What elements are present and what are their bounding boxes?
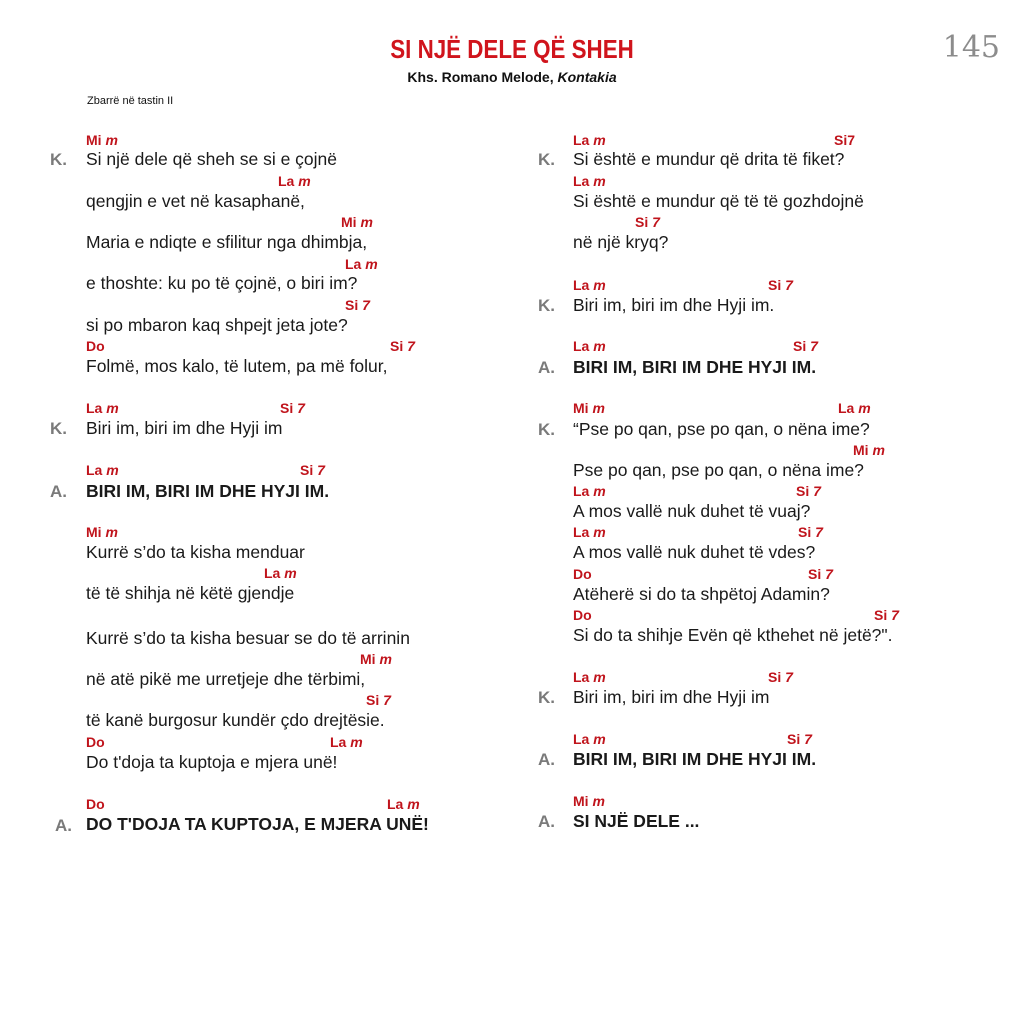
page-number: 145 bbox=[942, 30, 1000, 65]
chord: La m bbox=[838, 400, 871, 416]
chord: Si 7 bbox=[345, 297, 370, 313]
chord: Si 7 bbox=[793, 338, 818, 354]
chord: La m bbox=[330, 734, 363, 750]
chord: La m bbox=[573, 524, 606, 540]
refrain-line: BIRI IM, BIRI IM DHE HYJI IM. bbox=[573, 357, 817, 377]
response-label: A. bbox=[538, 358, 555, 377]
lyric-line: të të shihja në këtë gjendje bbox=[86, 583, 295, 603]
chord: Mi m bbox=[853, 442, 885, 458]
chord: Si 7 bbox=[798, 524, 823, 540]
lyric-line: Kurrë s’do ta kisha besuar se do të arrinin bbox=[86, 628, 410, 648]
response-label: A. bbox=[538, 750, 555, 769]
lyric-line: Si është e mundur që të të gozhdojnë bbox=[573, 191, 864, 211]
refrain-line: BIRI IM, BIRI IM DHE HYJI IM. bbox=[573, 749, 817, 769]
song-title: SI NJË DELE QË SHEH bbox=[390, 34, 634, 64]
chord: Si 7 bbox=[787, 731, 812, 747]
lyric-line: “Pse po qan, pse po qan, o nëna ime? bbox=[573, 419, 870, 439]
chord: La m bbox=[573, 338, 606, 354]
lyric-line: A mos vallë nuk duhet të vdes? bbox=[573, 542, 816, 562]
chord: La m bbox=[86, 400, 119, 416]
chord: Do bbox=[86, 734, 105, 750]
chord: Si 7 bbox=[808, 566, 833, 582]
lyric-line: Pse po qan, pse po qan, o nëna ime? bbox=[573, 460, 864, 480]
verse-label: K. bbox=[538, 420, 555, 439]
chord: La m bbox=[86, 462, 119, 478]
lyric-line: Biri im, biri im dhe Hyji im. bbox=[573, 295, 775, 315]
lyric-line: A mos vallë nuk duhet të vuaj? bbox=[573, 501, 811, 521]
chord: La m bbox=[278, 173, 311, 189]
chord: Si 7 bbox=[280, 400, 305, 416]
chord: Si 7 bbox=[300, 462, 325, 478]
chord: La m bbox=[387, 796, 420, 812]
chord: La m bbox=[573, 731, 606, 747]
chord: Si7 bbox=[834, 132, 856, 148]
refrain-line: SI NJË DELE ... bbox=[573, 811, 700, 831]
lyric-line: në një kryq? bbox=[573, 232, 669, 252]
chord: Si 7 bbox=[768, 669, 793, 685]
response-label: A. bbox=[538, 812, 555, 831]
refrain-line: BIRI IM, BIRI IM DHE HYJI IM. bbox=[86, 481, 330, 501]
verse-label: K. bbox=[538, 150, 555, 169]
chord: Si 7 bbox=[874, 607, 899, 623]
chord: Do bbox=[86, 338, 105, 354]
chord: Mi m bbox=[360, 651, 392, 667]
chord: Mi m bbox=[341, 214, 373, 230]
lyric-line: si po mbaron kaq shpejt jeta jote? bbox=[86, 315, 348, 335]
lyric-line: Si është e mundur që drita të fiket? bbox=[573, 149, 845, 169]
chord: Mi m bbox=[573, 400, 605, 416]
lyric-line: Kurrë s’do ta kisha menduar bbox=[86, 542, 305, 562]
subtitle-author: Khs. Romano Melode, bbox=[407, 69, 558, 85]
lyric-line: Maria e ndiqte e sfilitur nga dhimbja, bbox=[86, 232, 368, 252]
chord: Si 7 bbox=[390, 338, 415, 354]
chord: Si 7 bbox=[635, 214, 660, 230]
chord: Si 7 bbox=[366, 692, 391, 708]
lyric-line: në atë pikë me urretjeje dhe tërbimi, bbox=[86, 669, 366, 689]
chord: Do bbox=[573, 566, 592, 582]
song-subtitle bbox=[0, 69, 1024, 85]
verse-label: K. bbox=[538, 296, 555, 315]
verse-label: K. bbox=[538, 688, 555, 707]
chord: La m bbox=[573, 132, 606, 148]
chord: Mi m bbox=[86, 132, 118, 148]
lyric-line: Biri im, biri im dhe Hyji im bbox=[86, 418, 283, 438]
response-label: A. bbox=[55, 816, 72, 835]
chord: Mi m bbox=[573, 793, 605, 809]
capo-instruction: Zbarrë në tastin II bbox=[87, 95, 174, 107]
lyric-line: qengjin e vet në kasaphanë, bbox=[86, 191, 305, 211]
chord: La m bbox=[573, 669, 606, 685]
refrain-line: DO T'DOJA TA KUPTOJA, E MJERA UNË! bbox=[86, 814, 429, 834]
lyric-line: të kanë burgosur kundër çdo drejtësie. bbox=[86, 710, 385, 730]
lyric-line: Do t'doja ta kuptoja e mjera unë! bbox=[86, 752, 338, 772]
lyric-line: Si do ta shihje Evën që kthehet në jetë?". bbox=[573, 625, 893, 645]
chord: Si 7 bbox=[768, 277, 793, 293]
response-label: A. bbox=[50, 482, 67, 501]
chord: La m bbox=[264, 565, 297, 581]
chord: Si 7 bbox=[796, 483, 821, 499]
chord: Mi m bbox=[86, 524, 118, 540]
chord: Do bbox=[86, 796, 105, 812]
lyric-line: e thoshte: ku po të çojnë, o biri im? bbox=[86, 273, 358, 293]
verse-label: K. bbox=[50, 419, 67, 438]
chord: La m bbox=[573, 277, 606, 293]
lyric-line: Si një dele që sheh se si e çojnë bbox=[86, 149, 337, 169]
lyric-line: Atëherë si do ta shpëtoj Adamin? bbox=[573, 584, 830, 604]
chord: La m bbox=[573, 173, 606, 189]
chord: La m bbox=[573, 483, 606, 499]
verse-label: K. bbox=[50, 150, 67, 169]
chord: Do bbox=[573, 607, 592, 623]
lyric-line: Biri im, biri im dhe Hyji im bbox=[573, 687, 770, 707]
chord: La m bbox=[345, 256, 378, 272]
lyric-line: Folmë, mos kalo, të lutem, pa më folur, bbox=[86, 356, 388, 376]
subtitle-source: Kontakia bbox=[557, 69, 617, 85]
